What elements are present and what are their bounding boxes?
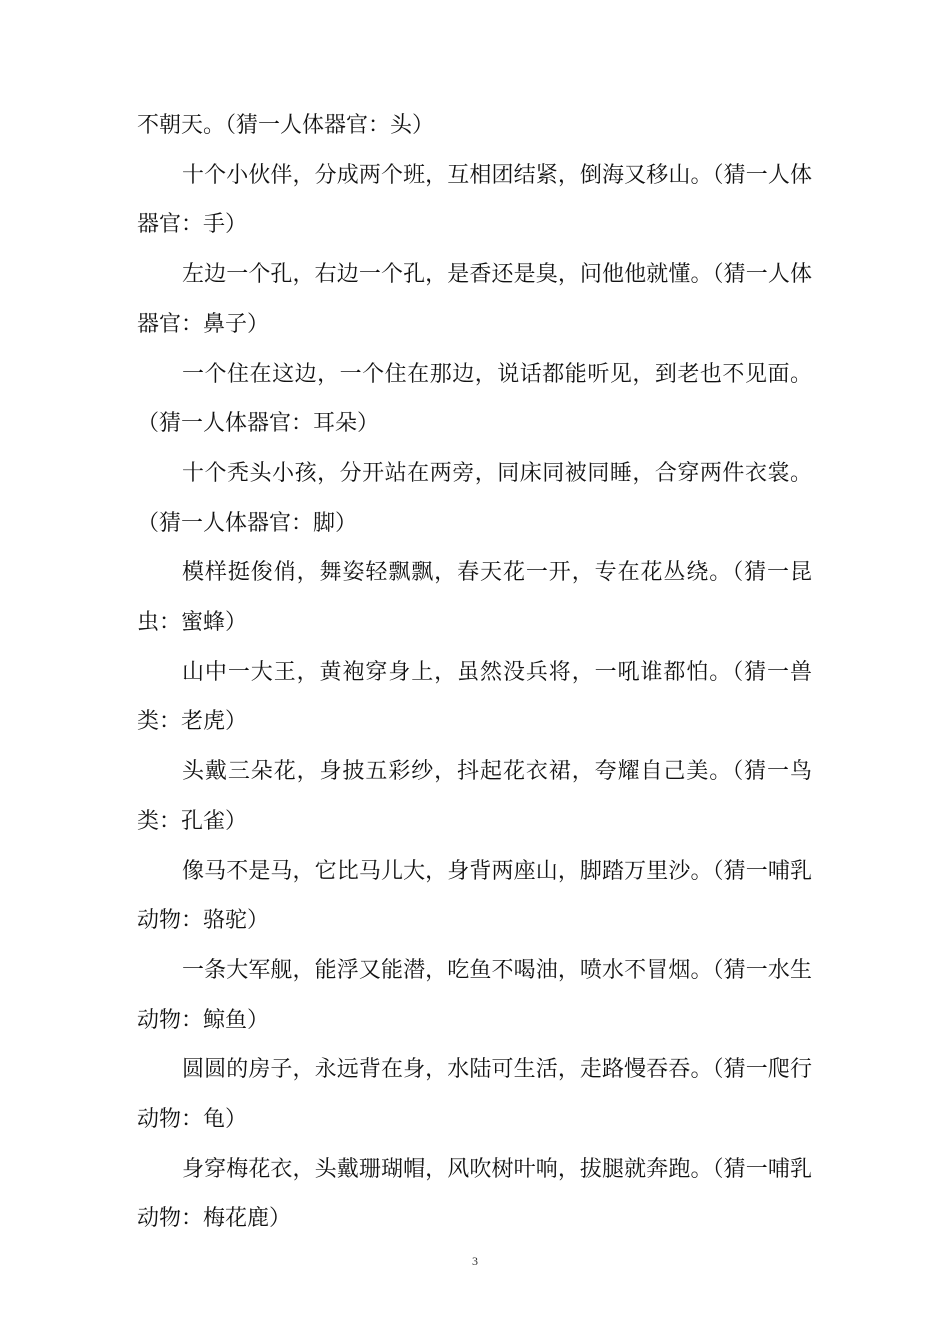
riddle-paragraph: 一个住在这边，一个住在那边，说话都能听见，到老也不见面。（猜一人体器官：耳朵）: [137, 361, 812, 437]
riddle-text-body: [137, 101, 812, 1244]
riddle-paragraph: 像马不是马，它比马儿大，身背两座山，脚踏万里沙。（猜一哺乳动物：骆驼）: [137, 858, 812, 934]
riddle-paragraph: 山中一大王，黄袍穿身上，虽然没兵将，一吼谁都怕。（猜一兽类：老虎）: [137, 659, 812, 735]
riddle-paragraph: 头戴三朵花，身披五彩纱，抖起花衣裙，夸耀自己美。（猜一鸟类：孔雀）: [137, 759, 812, 834]
riddle-paragraph: 一条大军舰，能浮又能潜，吃鱼不喝油，喷水不冒烟。（猜一水生动物：鲸鱼）: [137, 957, 812, 1033]
riddle-paragraph: 左边一个孔，右边一个孔，是香还是臭，问他他就懂。（猜一人体器官：鼻子）: [137, 262, 812, 337]
riddle-paragraph: 模样挺俊俏，舞姿轻飘飘，春天花一开，专在花丛绕。（猜一昆虫：蜜蜂）: [137, 560, 812, 636]
riddle-paragraph: 十个小伙伴，分成两个班，互相团结紧，倒海又移山。（猜一人体器官：手）: [137, 162, 812, 238]
riddle-paragraph: 十个秃头小孩，分开站在两旁，同床同被同睡，合穿两件衣裳。（猜一人体器官：脚）: [137, 460, 812, 536]
riddle-paragraph: 身穿梅花衣，头戴珊瑚帽，风吹树叶响，拔腿就奔跑。（猜一哺乳动物：梅花鹿）: [137, 1156, 812, 1232]
riddle-paragraph: 圆圆的房子，永远背在身，水陆可生活，走路慢吞吞。（猜一爬行动物：龟）: [137, 1057, 812, 1133]
paragraph-continuation: 不朝天。（猜一人体器官：头）: [137, 113, 435, 138]
page-number: 3: [472, 1254, 478, 1268]
